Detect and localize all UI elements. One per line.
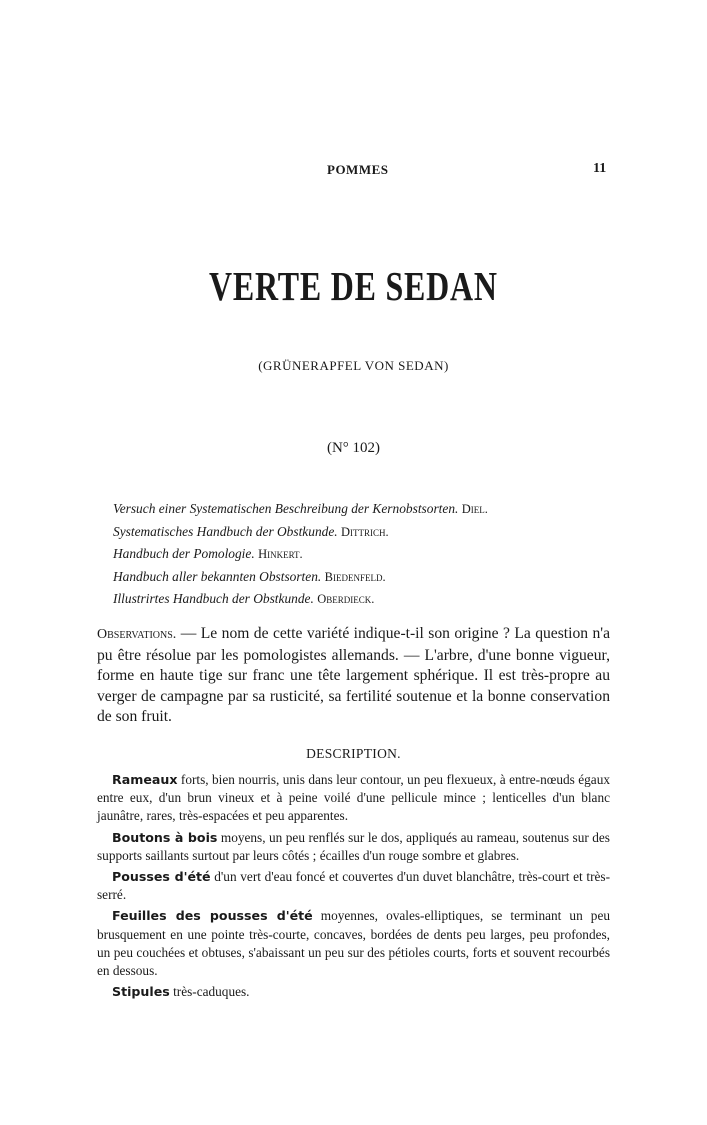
reference-title: Handbuch der Pomologie.	[113, 546, 255, 561]
description-term: Boutons à bois	[112, 829, 218, 845]
description-text: moyens, un peu renflés sur le dos, appliqués au rameau, soutenus sur des supports saillants surtout par leurs côtés ; écailles d'un rouge sombre et glabres.	[97, 829, 610, 863]
observations-paragraph	[97, 624, 610, 728]
description-term: Rameaux	[112, 772, 178, 787]
reference-item	[113, 543, 633, 566]
description-heading: DESCRIPTION.	[306, 746, 401, 761]
description-item	[97, 868, 610, 904]
description-text: d'un vert d'eau foncé et couvertes d'un duvet blanchâtre, très-court et très-serré.	[97, 869, 610, 903]
reference-author: Dittrich.	[340, 524, 389, 539]
references-list	[113, 498, 633, 611]
description-term: Feuilles des pousses d'été	[112, 908, 313, 924]
description-text: forts, bien nourris, unis dans leur contour, un peu flexueux, à entre-nœuds égaux entre eux, d'un brun vineux et à peine voilé d'une pellicule mince ; lenticelles d'un blanc jaunâtre, rares, très-espacées et peu apparentes.	[97, 772, 610, 824]
description-body	[97, 771, 610, 1004]
reference-author: Hinkert.	[258, 547, 303, 561]
description-item	[97, 907, 610, 980]
observations-text: — Le nom de cette variété indique-t-il son origine ? La question n'a pu être résolue par les pomologistes allemands. — L'arbre, d'une bonne vigueur, forme en haute tige sur franc une tête largement sphérique. Il est très-propre au verger de campagne par sa rusticité, sa fertilité soutenue et la bonne conservation de son fruit.	[97, 625, 610, 726]
reference-item	[113, 588, 633, 611]
reference-title: Handbuch aller bekannten Obstsorten.	[113, 568, 322, 584]
description-text: moyennes, ovales-elliptiques, se terminant un peu brusquement en une pointe très-courte, concaves, bordées de dents peu larges, peu profondes, un peu couchées et obtuses, s'abaissant un peu sur des pétioles courts, forts et souvent recourbés en dessous.	[97, 908, 611, 979]
description-item	[97, 829, 610, 865]
reference-item	[113, 521, 633, 544]
description-item	[97, 983, 610, 1001]
reference-item	[113, 566, 633, 589]
variety-subtitle: (GRÜNERAPFEL VON SEDAN)	[258, 358, 449, 373]
reference-title: Illustrirtes Handbuch der Obstkunde.	[113, 591, 314, 606]
reference-author: Oberdieck.	[317, 592, 375, 606]
variety-title: VERTE DE SEDAN	[208, 263, 498, 309]
description-text: très-caduques.	[169, 984, 250, 1000]
reference-author: Diel.	[461, 502, 488, 516]
reference-author: Biedenfeld.	[324, 569, 386, 584]
variety-number: (N° 102)	[326, 440, 381, 456]
reference-title: Systematisches Handbuch der Obstkunde.	[113, 523, 338, 539]
description-term: Pousses d'été	[112, 869, 211, 885]
description-term: Stipules	[112, 984, 170, 1000]
running-title: POMMES	[327, 162, 389, 177]
description-item	[97, 771, 610, 826]
observations-label: Observations.	[97, 627, 177, 642]
page-number: 11	[593, 161, 607, 176]
reference-item	[113, 498, 633, 521]
reference-title: Versuch einer Systematischen Beschreibung der Kernobstsorten.	[113, 501, 459, 516]
